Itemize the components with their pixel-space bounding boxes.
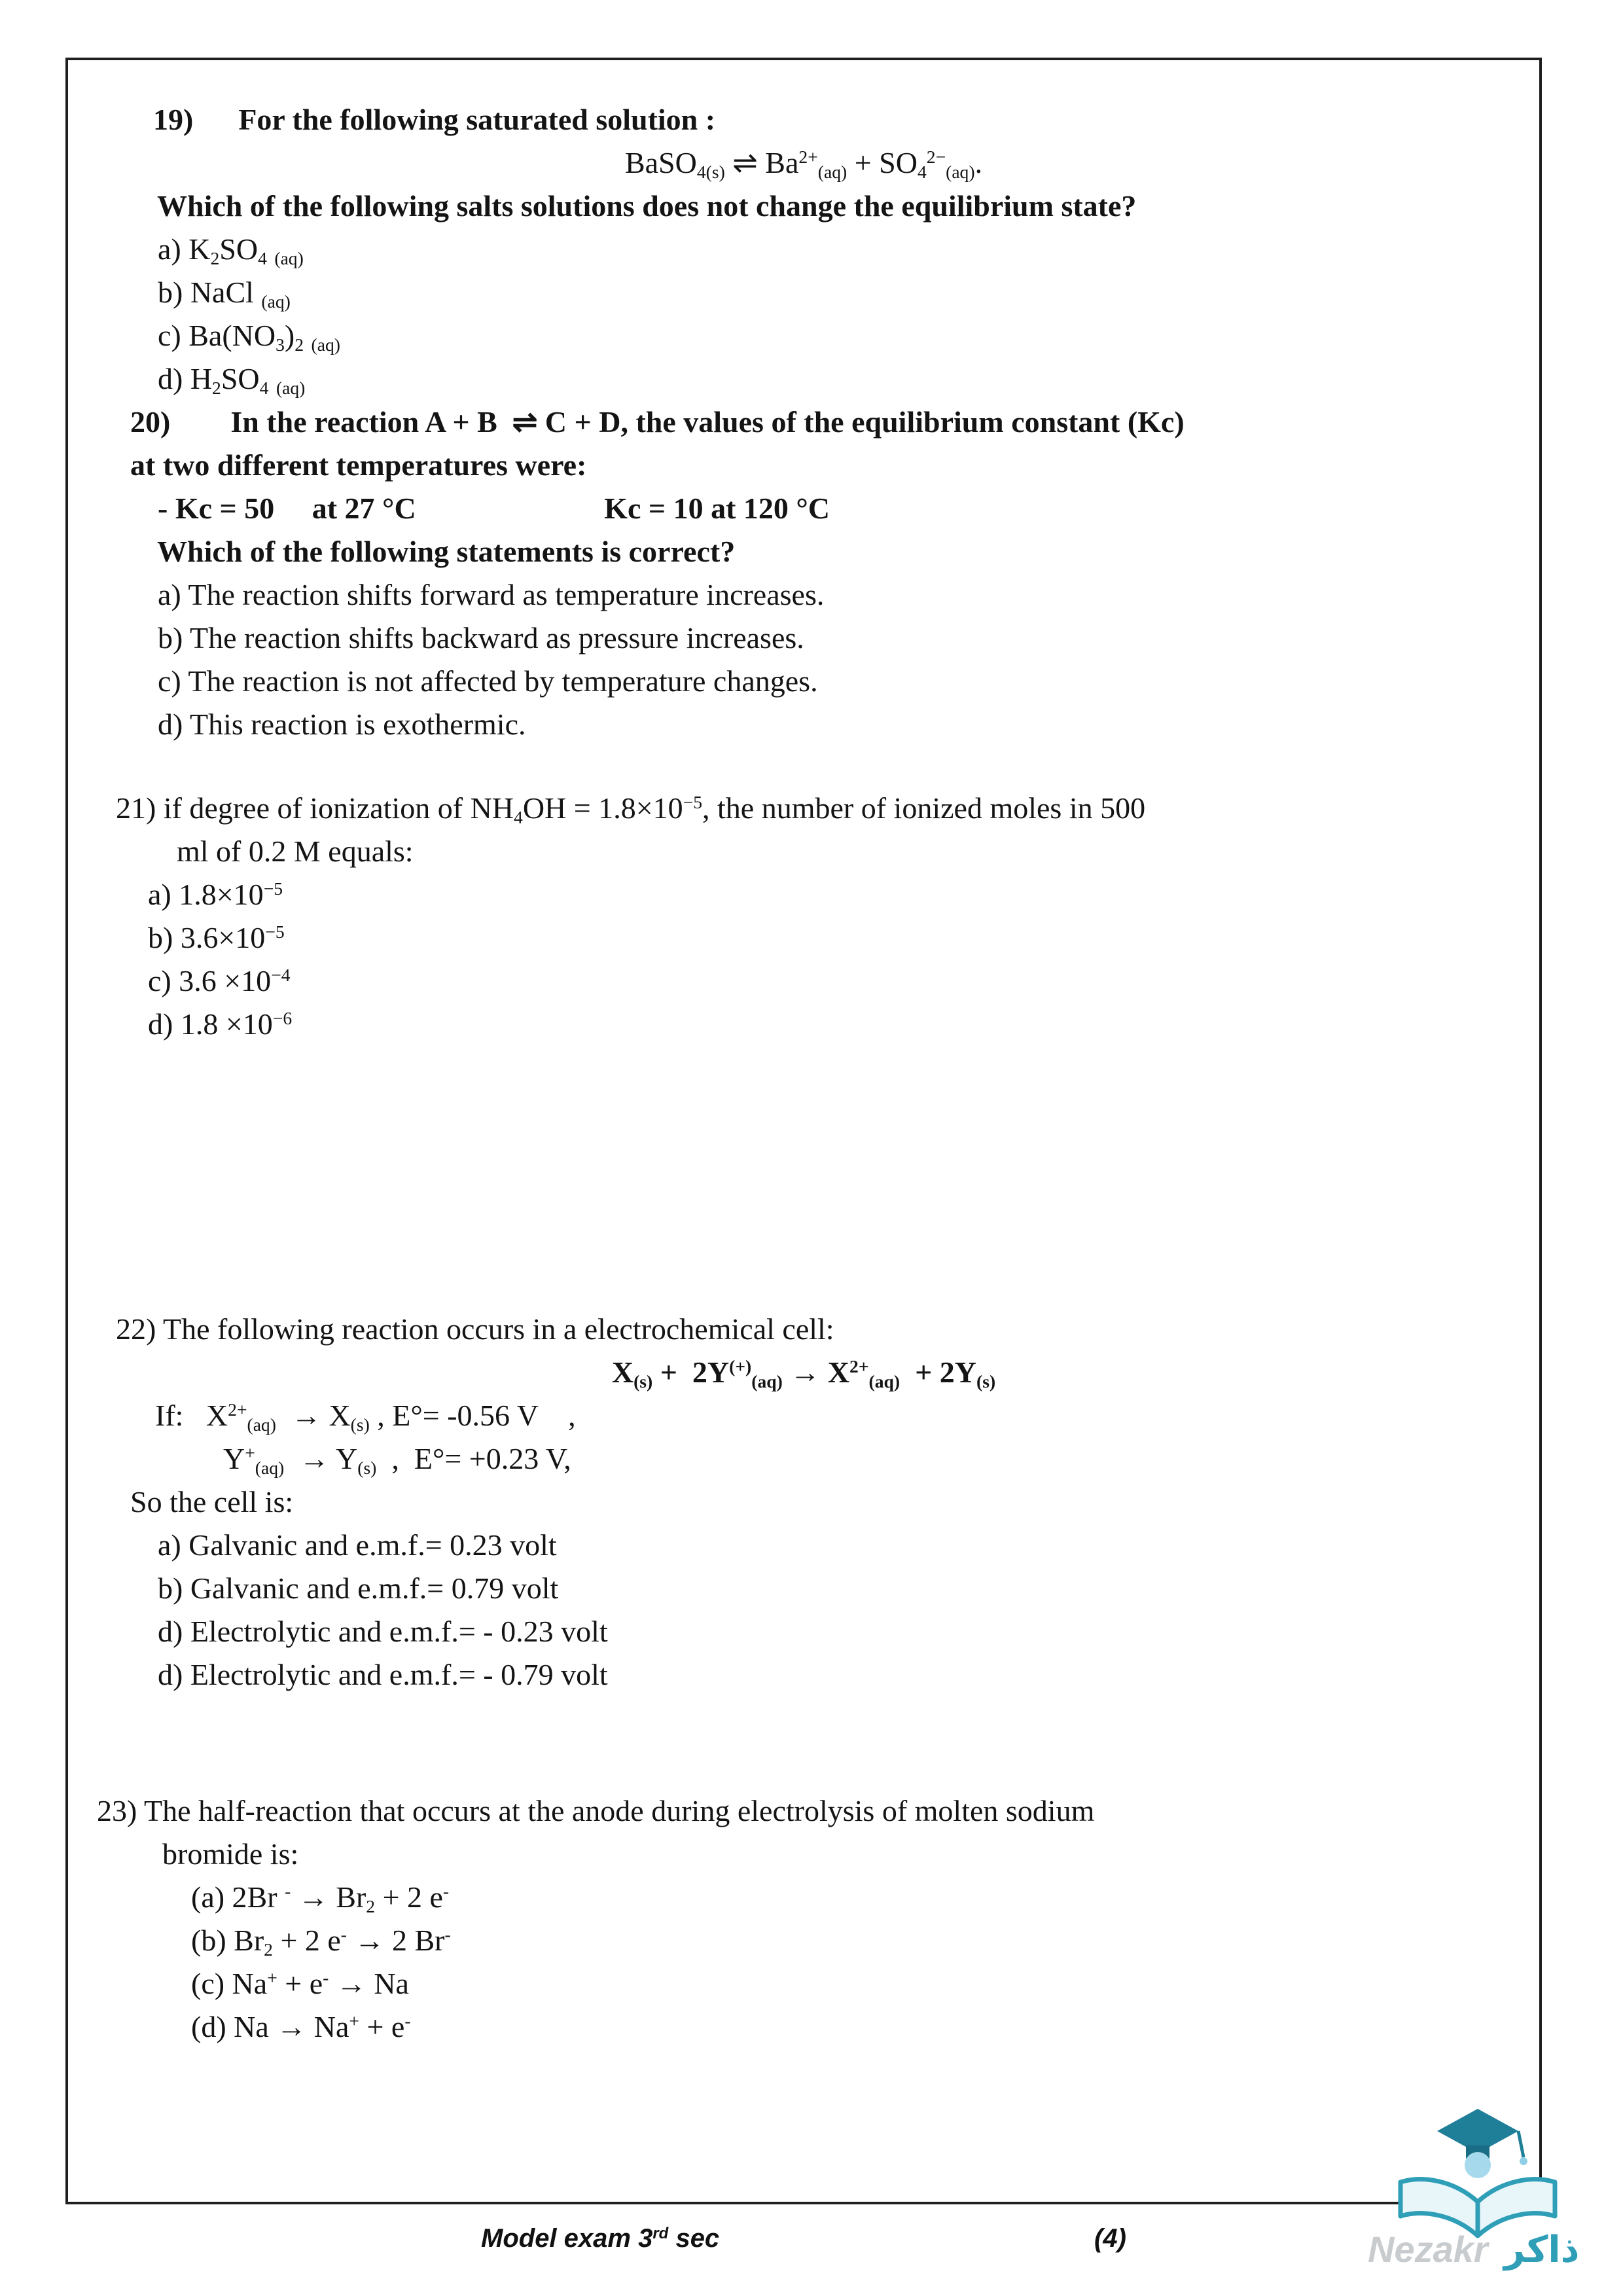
- question-heading: 21) if degree of ionization of $NH_4OH = 1.8\times 10^{-5}$, the number of ionized moles in 500: [116, 791, 1146, 827]
- question-19: [68, 98, 1539, 401]
- question-22: [68, 1308, 1539, 1696]
- half-cell-line: $Y^+_{(aq)} \to Y_{(s)}$ , E°= +0.23 V,: [223, 1442, 571, 1478]
- graduate-head-icon: [1465, 2152, 1491, 2178]
- option-line: d) Electrolytic and e.m.f.= - 0.79 volt: [158, 1658, 608, 1691]
- footer-exam-label: Model exam 3rd sec: [481, 2224, 720, 2253]
- question-heading: 22) The following reaction occurs in a electrochemical cell:: [116, 1312, 834, 1346]
- option-line: b) Galvanic and e.m.f.= 0.79 volt: [158, 1571, 559, 1605]
- option-line: (a) 2Br $^- \to Br_2 + 2$ e-: [191, 1880, 450, 1916]
- chemical-equation: $X_{(s)} + 2Y^{(+)}_{(aq)} \to X^{2+}_{(aq)} + 2Y_{(s)}$: [611, 1355, 996, 1391]
- option-line: a) Galvanic and e.m.f.= 0.23 volt: [158, 1528, 557, 1562]
- option-line: a) The reaction shifts forward as temperature increases.: [158, 578, 825, 611]
- question-stem: Which of the following salts solutions does not change the equilibrium state?: [157, 189, 1137, 223]
- question-heading-cont: at two different temperatures were:: [130, 448, 587, 482]
- option-line: a) $1.8\times 10^{-5}$: [148, 878, 283, 911]
- question-stem: Which of the following statements is correct?: [157, 535, 736, 568]
- question-heading: 23) The half-reaction that occurs at the anode during electrolysis of molten sodium: [97, 1794, 1095, 1827]
- half-cell-line: If: $X^{2+}_{(aq)} \to X_{(s)}$ , E°= -0.56 V ,: [155, 1399, 576, 1435]
- option-line: a) $K_2SO_4$ $_{(aq)}$: [158, 232, 304, 268]
- question-heading-cont: ml of 0.2 M equals:: [177, 834, 414, 868]
- option-line: b) NaCl $_{(aq)}$: [158, 276, 291, 312]
- nezakr-logo-graphic: [1366, 2097, 1589, 2274]
- question-21: [68, 787, 1539, 1046]
- brand-text: Nezakr: [1368, 2229, 1488, 2270]
- question-heading: 20) In the reaction A + B ⇌ C + D, the values of the equilibrium constant (Kc): [130, 405, 1185, 439]
- question-20: [68, 401, 1539, 746]
- brand-text-arabic: ذاكر: [1504, 2229, 1580, 2271]
- option-line: d) This reaction is exothermic.: [158, 708, 526, 741]
- option-line: c) $Ba(NO_3)_2$ $_{(aq)}$: [158, 319, 340, 355]
- open-book-icon: [1400, 2179, 1555, 2236]
- option-line: d) $H_2SO_4$ $_{(aq)}$: [158, 362, 306, 398]
- option-line: (b) $Br_2 + 2$ e- → 2 Br-: [191, 1924, 451, 1960]
- question-stem: So the cell is:: [130, 1485, 294, 1518]
- option-line: c) $3.6 \times 10^{-4}$: [148, 964, 291, 997]
- question-heading-cont: bromide is:: [162, 1837, 299, 1871]
- content-frame: [65, 58, 1542, 2204]
- option-line: d) $1.8 \times 10^{-6}$: [148, 1007, 293, 1041]
- option-line: b) $3.6\times 10^{-5}$: [148, 921, 285, 954]
- option-line: c) The reaction is not affected by temperature changes.: [158, 664, 818, 698]
- footer-page-number: (4): [1094, 2224, 1126, 2253]
- question-heading: 19) For the following saturated solution :: [153, 103, 716, 136]
- chemical-equation: BaSO$_{4(s)}$ ⇌ $Ba^{2+}_{(aq)} + SO_4^{2-}_{(aq)}$.: [624, 146, 983, 182]
- nezakr-logo: [1366, 2097, 1589, 2274]
- kc-values-line: - Kc = 50 at 27 °C Kc = 10 at 120 °C: [158, 492, 830, 525]
- option-line: d) Electrolytic and e.m.f.= - 0.23 volt: [158, 1615, 608, 1648]
- option-line: b) The reaction shifts backward as pressure increases.: [158, 621, 804, 655]
- option-line: (d) Na → Na+ + e-: [191, 2010, 411, 2043]
- option-line: (c) Na+ + e- → Na: [191, 1967, 409, 2000]
- question-23: [68, 1789, 1539, 2049]
